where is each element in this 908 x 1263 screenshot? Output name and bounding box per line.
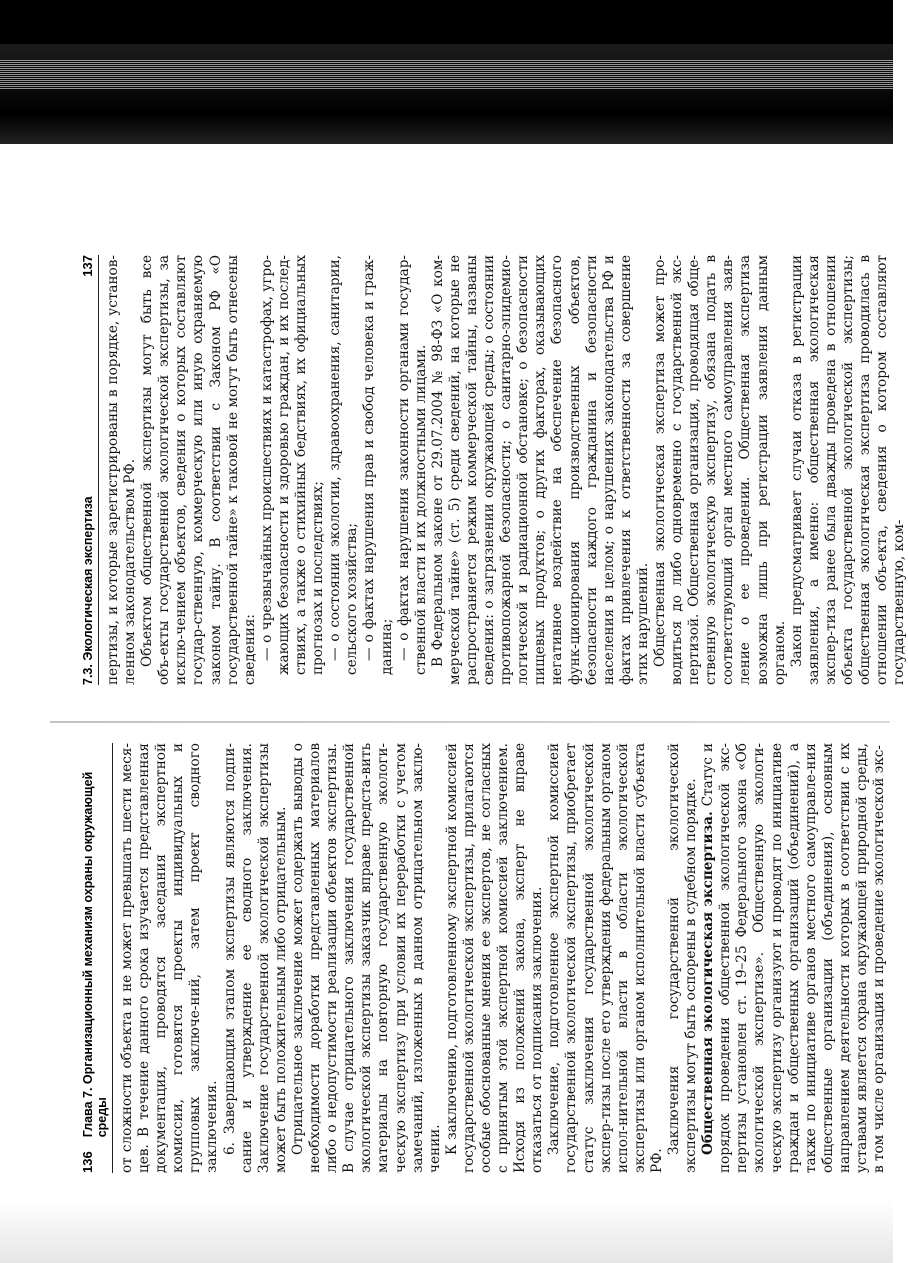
right-running-head: [80, 255, 99, 685]
paragraph: Объектом общественной экспертизы могут быть все объ-екты государственной экологической экспертизы, за исклю-чением объектов, сведения о которых составляют государ-ственную, коммерческую или иную охраняемую законом тайну. В соответствии с Законом РФ «О государственной тайне» к таковой не могут быть отнесены сведения:: [139, 255, 258, 685]
list-item: — о состоянии экологии, здравоохранения, санитарии, сельского хозяйства;: [327, 255, 361, 675]
paragraph: К заключению, подготовленному экспертной комиссией государственной экологической экспертизы, прилагаются особые обоснованные мнения ее экспертов, не согласных с принятым этой экспертной комиссией заключением. Исходя из положений закона, эксперт не вправе отказаться от подписания заключения.: [443, 743, 546, 1173]
paragraph: Заключения государственной экологической экспертизы могут быть оспорены в судебном порядке.: [666, 743, 700, 1173]
paragraph: пертизы, и которые зарегистрированы в порядке, установ-ленном законодательством РФ.: [105, 255, 139, 685]
paragraph: [700, 743, 888, 1173]
right-section-title: 7.3. Экологическая экспертиза: [81, 496, 95, 685]
left-running-head: [80, 743, 113, 1173]
list-item: — о чрезвычайных происшествиях и катастрофах, угро-жающих безопасности и здоровью граждан, и их послед-ствиях, а также о стихийных бедствиях, их официальных прогнозах и последствиях;: [258, 255, 327, 675]
left-page: [80, 743, 888, 1173]
right-page-number: 137: [80, 255, 95, 277]
paragraph: Заключение, подготовленное экспертной комиссией государственной экологической экспертизы, приобретает статус заключения государственной экологической экспер-тизы после его утверждения федеральным органом испол-нительной власти в области экологической экспертизы или органом исполнительной власти субъекта РФ.: [546, 743, 665, 1173]
section-heading-text: Статус и порядок проведения общественной экологической экс-пертизы установлен ст. 19–25 Федерального закона «Об экологической экспертизе». Общественную экологи-ческую экспертизу организуют и проводят по инициативе граждан и общественных организаций (объединений), а также по инициативе органов местного самоуправле-ния общественные организации (объединения), основным направлением деятельности которых в соответствии с их уставами является охрана окружающей природной среды, в том числе организация и проведение экологической экс-: [700, 743, 888, 1173]
right-page: [80, 255, 908, 685]
left-chapter-title: Глава 7. Организационный механизм охраны окружающей среды: [81, 771, 109, 1138]
right-page-text: [105, 255, 908, 685]
left-page-text: [119, 743, 888, 1173]
list-item: — о фактах нарушения законности органами государ-ственной власти и их должностными лицами.: [395, 255, 429, 675]
list-item: — о фактах нарушения прав и свобод человека и граж-данина;: [361, 255, 395, 675]
paragraph: В Федеральном законе от 29.07.2004 № 98-ФЗ «О ком-мерческой тайне» (ст. 5) среди сведений, на которые не распространяется режим коммерческой тайны, названы сведения: о загрязнении окружающей среды; о состоянии противопожарной безопасности; о санитарно-эпидемио-логической и радиационной обстановке; о безопасности пищевых продуктов; о других факторах, оказывающих негативное воздействие на обеспечение безопасного функ-ционирования производственных объектов, безопасности каждого гражданина и безопасности населения в целом; о нарушениях законодательства РФ и фактах привлечения к ответственности за совершение этих нарушений.: [429, 255, 651, 685]
section-heading: Общественная экологическая экспертиза.: [700, 811, 717, 1155]
paragraph: Закон предусматривает случаи отказа в регистрации заявления, а именно: общественная экологическая экспер-тиза ранее была дважды проведена в отношении объекта государственной экологической экспертизы; общественная экологическая экспертиза проводилась в отношении объ-екта, сведения о котором составляют государственную, ком-: [788, 255, 908, 685]
paragraph: Отрицательное заключение может содержать выводы о необходимости доработки представленных материалов либо о недопустимости реализации объектов экспертизы. В случае отрицательного заключения государственной экологической экспертизы заказчик вправе предста-вить материалы на повторную государственную экологи-ческую экспертизу при условии их переработки с учетом замечаний, изложенных в данном отрицательном заклю-чении.: [289, 743, 443, 1173]
paragraph: Общественная экологическая экспертиза может про-водиться до либо одновременно с государственной экс-пертизой. Общественная организация, проводящая обще-ственную экологическую экспертизу, обязана подать в соответствующий орган местного самоуправления заяв-ление о ее проведении. Общественная экспертиза возможна лишь при регистрации заявления данным органом.: [652, 255, 788, 685]
left-page-number: 136: [80, 1151, 95, 1173]
gutter: [50, 721, 890, 723]
paragraph: от сложности объекта и не может превышать шести меся-цев. В течение данного срока изучается представленная документация, проводятся заседания экспертной комиссии, готовятся проекты индивидуальных и групповых заключе-ний, затем проект сводного заключения.: [119, 743, 221, 1173]
paragraph: 6. Завершающим этапом экспертизы являются подпи-сание и утверждение ее сводного заключения. Заключение государственной экологической экспертизы может быть положительным либо отрицательным.: [221, 743, 289, 1173]
